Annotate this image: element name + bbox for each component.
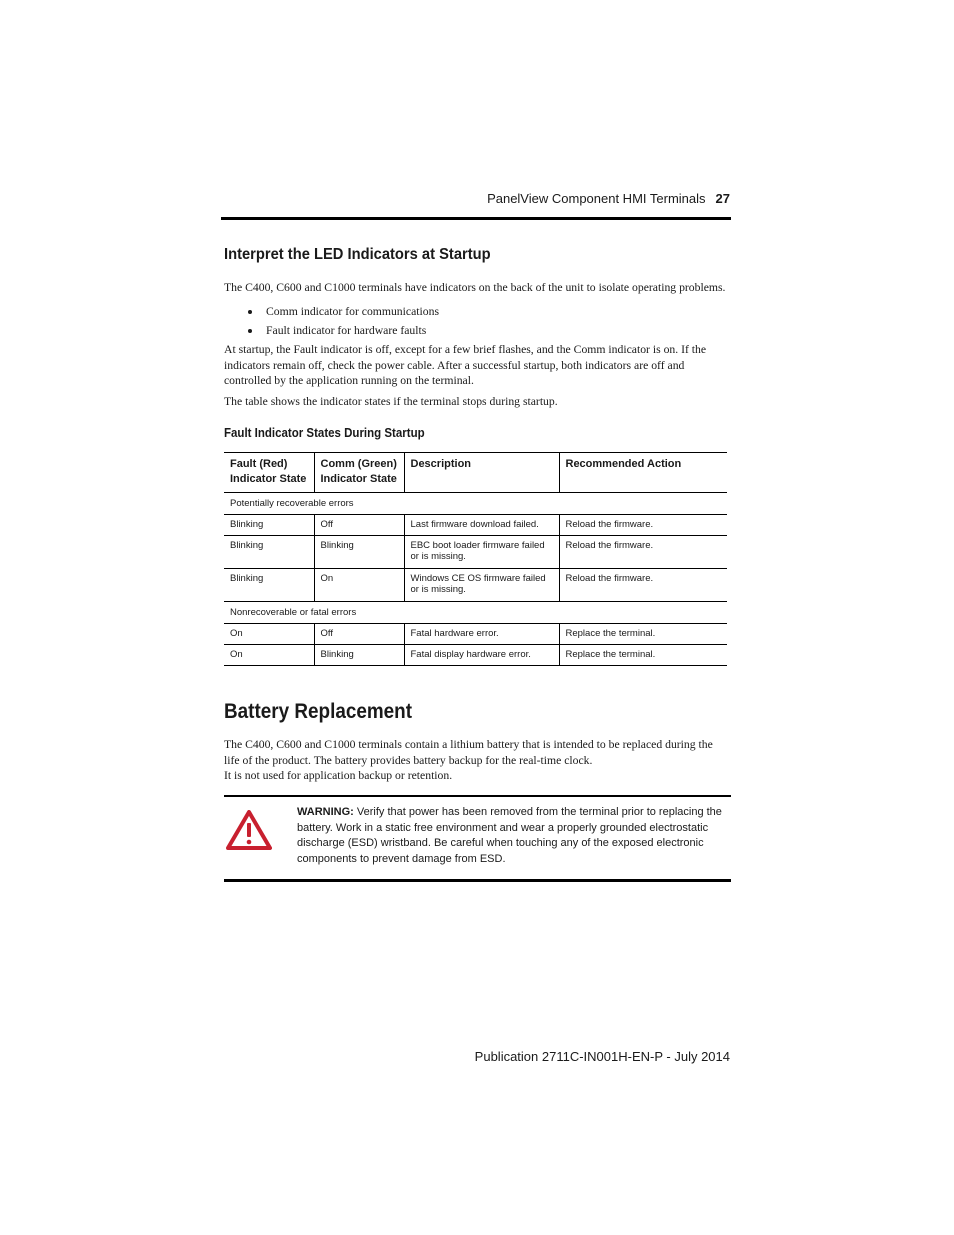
cell-action: Reload the firmware. xyxy=(559,536,727,569)
table-row xyxy=(224,624,727,645)
cell-comm: Blinking xyxy=(314,645,404,666)
warning-label: WARNING: xyxy=(297,806,354,818)
header-fault-state: Fault (Red) Indicator State xyxy=(224,453,314,493)
section-heading-led: Interpret the LED Indicators at Startup xyxy=(224,246,491,263)
warning-bottom-rule xyxy=(224,879,731,882)
table-row xyxy=(224,569,727,602)
table-group-row xyxy=(224,602,727,624)
cell-action: Reload the firmware. xyxy=(559,515,727,536)
page-number: 27 xyxy=(715,191,730,206)
header-comm-state: Comm (Green) Indicator State xyxy=(314,453,404,493)
cell-action: Reload the firmware. xyxy=(559,569,727,602)
running-header xyxy=(224,191,730,206)
fault-indicator-table xyxy=(224,452,727,666)
cell-fault: On xyxy=(224,624,314,645)
warning-top-rule xyxy=(224,795,731,797)
warning-triangle-icon xyxy=(226,810,272,850)
table-group-row xyxy=(224,493,727,515)
cell-comm: Off xyxy=(314,624,404,645)
startup-paragraph: At startup, the Fault indicator is off, except for a few brief flashes, and the Comm indicator is on. If the indicators remain off, check the power cable. After a successful startup, both indicators are off and controlled by the application running on the terminal. xyxy=(224,343,707,388)
cell-description: EBC boot loader firmware failed or is missing. xyxy=(404,536,559,569)
cell-fault: On xyxy=(224,645,314,666)
battery-paragraph: The C400, C600 and C1000 terminals contain a lithium battery that is intended to be replaced during the life of the product. The battery provides battery backup for the real-time clock. It is not used for application backup or retention. xyxy=(224,738,713,783)
header-recommended-action: Recommended Action xyxy=(559,453,727,493)
group-label: Potentially recoverable errors xyxy=(224,493,727,515)
list-item: Fault indicator for hardware faults xyxy=(224,323,439,342)
cell-description: Last firmware download failed. xyxy=(404,515,559,536)
publication-footer: Publication 2711C-IN001H-EN-P - July 2014 xyxy=(474,1049,730,1064)
section-heading-battery: Battery Replacement xyxy=(224,700,413,723)
led-intro-paragraph: The C400, C600 and C1000 terminals have indicators on the back of the unit to isolate operating problems. xyxy=(224,281,726,294)
table-row xyxy=(224,515,727,536)
header-description: Description xyxy=(404,453,559,493)
table-header-row xyxy=(224,453,727,493)
table-intro-paragraph: The table shows the indicator states if the terminal stops during startup. xyxy=(224,395,558,408)
cell-comm: Off xyxy=(314,515,404,536)
warning-body: Verify that power has been removed from the terminal prior to replacing the battery. Work in a static free environment and wear a properly grounded electrostatic discharge (ESD) wristband. Be careful when touching any of the exposed electronic components to prevent damage from ESD. xyxy=(297,806,722,865)
cell-fault: Blinking xyxy=(224,536,314,569)
table-row xyxy=(224,536,727,569)
warning-message xyxy=(297,805,731,867)
list-item: Comm indicator for communications xyxy=(224,304,439,323)
cell-comm: Blinking xyxy=(314,536,404,569)
cell-action: Replace the terminal. xyxy=(559,645,727,666)
running-title: PanelView Component HMI Terminals xyxy=(487,191,706,206)
group-label: Nonrecoverable or fatal errors xyxy=(224,602,727,624)
header-rule xyxy=(221,217,731,220)
cell-description: Windows CE OS firmware failed or is missing. xyxy=(404,569,559,602)
cell-fault: Blinking xyxy=(224,515,314,536)
cell-comm: On xyxy=(314,569,404,602)
table-row xyxy=(224,645,727,666)
cell-action: Replace the terminal. xyxy=(559,624,727,645)
table-caption: Fault Indicator States During Startup xyxy=(224,426,425,440)
indicator-list xyxy=(224,304,439,342)
cell-description: Fatal display hardware error. xyxy=(404,645,559,666)
cell-description: Fatal hardware error. xyxy=(404,624,559,645)
cell-fault: Blinking xyxy=(224,569,314,602)
